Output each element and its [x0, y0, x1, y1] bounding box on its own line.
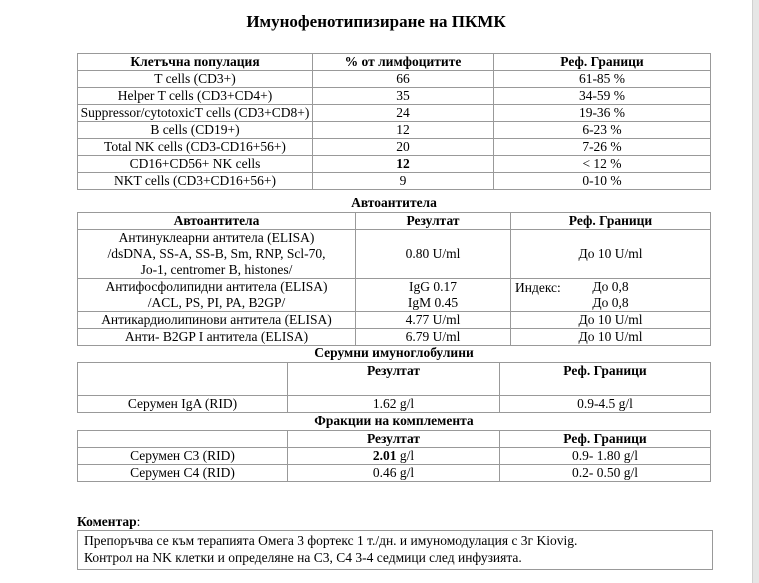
header-cell: Резултат [288, 363, 500, 396]
text: /dsDNA, SS-A, SS-B, Sm, RNP, Scl-70, [107, 246, 326, 261]
text: Антифосфолипидни антитела (ELISA) [105, 279, 328, 294]
table-row [78, 139, 711, 156]
text: До 0,8 [592, 295, 629, 310]
cell [288, 448, 500, 465]
header-cell: Резултат [356, 213, 511, 230]
index-label: Индекс: [515, 280, 561, 295]
table-header-row [78, 213, 711, 230]
cell: 24 [313, 105, 494, 122]
comment-label-text: Коментар [77, 514, 137, 529]
table-row [78, 173, 711, 190]
cell: 6.79 U/ml [356, 329, 511, 346]
cell: T cells (CD3+) [78, 71, 313, 88]
table-header-row [78, 363, 711, 396]
cell: CD16+CD56+ NK cells [78, 156, 313, 173]
header-cell [78, 431, 288, 448]
table-row [78, 448, 711, 465]
header-cell: Клетъчна популация [78, 54, 313, 71]
cell: 66 [313, 71, 494, 88]
text: Антинуклеарни антитела (ELISA) [118, 230, 315, 245]
header-cell: Резултат [288, 431, 500, 448]
cell: 0-10 % [494, 173, 711, 190]
comment-label [77, 514, 140, 530]
cell: Серумен C4 (RID) [78, 465, 288, 482]
cell: До 10 U/ml [511, 312, 711, 329]
table-row [78, 396, 711, 413]
table-row [78, 329, 711, 346]
cell: Suppressor/cytotoxicT cells (CD3+CD8+) [78, 105, 313, 122]
cell: 61-85 % [494, 71, 711, 88]
cell: 1.62 g/l [288, 396, 500, 413]
text: IgG 0.17 [409, 279, 457, 294]
comment-box [77, 530, 713, 570]
table-row [78, 88, 711, 105]
header-cell: Реф. Граници [511, 213, 711, 230]
table-row [78, 312, 711, 329]
cell: Серумен IgA (RID) [78, 396, 288, 413]
section-title: Фракции на комплемента [314, 413, 474, 428]
page-title: Имунофенотипизиране на ПКМК [246, 12, 506, 31]
header-cell [78, 363, 288, 396]
table-row [78, 465, 711, 482]
autoantibodies-table [77, 212, 711, 346]
value-bold: 2.01 [372, 448, 397, 463]
complement-table [77, 430, 711, 482]
immunoglobulins-table [77, 362, 711, 413]
cell: 9 [313, 173, 494, 190]
cell: 0.2- 0.50 g/l [500, 465, 711, 482]
section-title: Серумни имуноглобулини [314, 345, 474, 360]
table-row [78, 230, 711, 279]
text: /ACL, PS, PI, PA, B2GP/ [147, 295, 286, 310]
table-header-row [78, 54, 711, 71]
cell: Серумен C3 (RID) [78, 448, 288, 465]
cell: 19-36 % [494, 105, 711, 122]
cell [356, 279, 511, 312]
cell: 35 [313, 88, 494, 105]
header-cell: Реф. Граници [500, 363, 711, 396]
cell: < 12 % [494, 156, 711, 173]
section-title: Автоантитела [351, 195, 437, 210]
cell: Анти- B2GP I антитела (ELISA) [78, 329, 356, 346]
table-row [78, 279, 711, 312]
cell: Total NK cells (CD3-CD16+56+) [78, 139, 313, 156]
cell: 4.77 U/ml [356, 312, 511, 329]
cell [288, 465, 500, 482]
table-row [78, 105, 711, 122]
text: До 0,8 [592, 279, 629, 294]
cell: До 10 U/ml [511, 329, 711, 346]
text: IgM 0.45 [407, 295, 459, 310]
cell: До 10 U/ml [511, 230, 711, 279]
header-cell: Автоантитела [78, 213, 356, 230]
cell: 0.9-4.5 g/l [500, 396, 711, 413]
cell: Helper T cells (CD3+CD4+) [78, 88, 313, 105]
cell: Антикардиолипинови антитела (ELISA) [78, 312, 356, 329]
cell: 6-23 % [494, 122, 711, 139]
cell: 0.80 U/ml [356, 230, 511, 279]
table-row [78, 122, 711, 139]
table-header-row [78, 431, 711, 448]
cell: 34-59 % [494, 88, 711, 105]
cell: B cells (CD19+) [78, 122, 313, 139]
comment-line: Контрол на NK клетки и определяне на C3, C4 3-4 седмици след инфузията. [84, 550, 522, 565]
text: Jo-1, centromer B, histones/ [140, 262, 293, 277]
cell [511, 279, 711, 312]
header-cell: Реф. Граници [500, 431, 711, 448]
cell: 12 [313, 156, 494, 173]
header-cell: Реф. Граници [494, 54, 711, 71]
cell: 12 [313, 122, 494, 139]
header-cell: % от лимфоцитите [313, 54, 494, 71]
comment-line: Препоръчва се към терапията Омега 3 фортекс 1 т./дн. и имуномодулация с 3г Kiovig. [84, 533, 578, 548]
cell [78, 279, 356, 312]
cell [78, 230, 356, 279]
table-row [78, 71, 711, 88]
cell: NKT cells (CD3+CD16+56+) [78, 173, 313, 190]
unit: g/l [396, 448, 415, 463]
value: 0.46 g/l [372, 465, 415, 480]
colon: : [136, 514, 141, 529]
cell: 0.9- 1.80 g/l [500, 448, 711, 465]
table-row [78, 156, 711, 173]
cell: 7-26 % [494, 139, 711, 156]
cell: 20 [313, 139, 494, 156]
scrollbar[interactable] [752, 0, 759, 583]
cell-population-table [77, 53, 711, 190]
